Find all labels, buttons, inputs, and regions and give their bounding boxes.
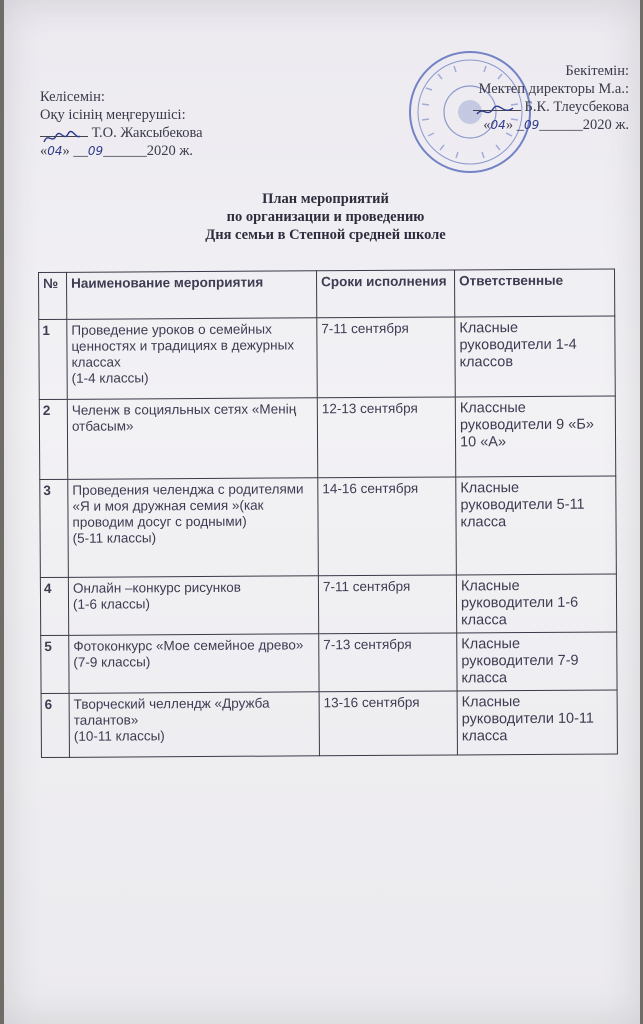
title-line-1: План мероприятий xyxy=(262,191,389,207)
signature-scribble xyxy=(40,136,88,137)
event-grades: (5-11 классы) xyxy=(72,530,157,546)
signature-scribble xyxy=(473,110,521,111)
date-year: 2020 ж. xyxy=(146,143,193,159)
table-row xyxy=(39,396,615,480)
event-name: Онлайн –конкурс рисунков xyxy=(72,579,242,596)
header-dates: Сроки исполнения xyxy=(316,270,454,318)
event-grades: (10-11 классы) xyxy=(73,728,165,744)
row-event xyxy=(68,478,319,578)
events-plan-table xyxy=(38,268,618,758)
agreement-signer-name: Т.О. Жаксыбекова xyxy=(91,125,203,141)
title-line-3: Дня семьи в Степной средней школе xyxy=(205,227,446,243)
row-responsible xyxy=(455,396,615,477)
row-responsible: Класные руководители 10-11 класса xyxy=(457,690,617,755)
approval-date: «04» _09______2020 ж. xyxy=(483,117,629,133)
date-day-handwritten: 04 xyxy=(47,144,63,158)
row-responsible: Класные руководители 1-6 класса xyxy=(456,574,616,633)
row-number: 4 xyxy=(40,577,68,635)
row-number: 2 xyxy=(39,399,67,479)
table-row xyxy=(41,690,617,758)
row-number: 3 xyxy=(40,479,69,577)
header-responsible: Ответственные xyxy=(454,269,614,317)
row-dates: 12-13 сентября xyxy=(317,397,455,478)
responsible-text: Классные руководители 9 «Б» xyxy=(459,400,594,434)
approval-signer-name: Б.К. Тлеусбекова xyxy=(524,99,629,115)
event-grades: (1-4 классы) xyxy=(71,370,149,386)
row-event xyxy=(67,318,317,400)
row-event xyxy=(69,692,319,758)
event-name: Фотоконкурс «Мое семейное древо» xyxy=(73,637,304,654)
row-dates: 7-11 сентября xyxy=(317,317,455,398)
event-name: Проведение уроков о семейных ценностях и традициях в дежурных классах xyxy=(71,321,295,370)
event-grades: (1-6 классы) xyxy=(72,596,150,612)
approval-position: Мектеп директоры М.а.: xyxy=(478,81,629,97)
agreement-block xyxy=(40,88,203,160)
header-number: № xyxy=(39,272,67,319)
approval-signature-line xyxy=(424,98,629,116)
row-dates: 7-13 сентября xyxy=(319,633,457,692)
row-dates: 7-11 сентября xyxy=(318,575,456,634)
row-number: 6 xyxy=(41,693,69,757)
date-year: 2020 ж. xyxy=(582,117,629,133)
row-responsible: Класные руководители 7-9 класса xyxy=(457,632,617,691)
agreement-date: «04» __09______2020 ж. xyxy=(40,143,193,159)
event-grades: (7-9 классы) xyxy=(73,654,151,670)
table-row xyxy=(40,476,617,578)
table-row xyxy=(41,632,617,694)
row-responsible: Класные руководители 1-4 классов xyxy=(455,316,615,397)
row-event xyxy=(69,634,319,694)
row-dates: 14-16 сентября xyxy=(318,477,457,576)
event-name: Челенж в социяльных сетях «Менің отбасым» xyxy=(71,401,297,434)
date-month-handwritten: 09 xyxy=(523,118,540,132)
row-event xyxy=(67,398,317,480)
event-name: Творческий челлендж «Дружба талантов» xyxy=(73,695,270,728)
approval-block xyxy=(424,62,629,134)
row-number: 1 xyxy=(39,319,67,399)
agreement-heading: Келісемін: xyxy=(40,89,105,105)
agreement-signature-line xyxy=(40,124,203,142)
date-month-handwritten: 09 xyxy=(87,144,104,158)
table-row xyxy=(39,316,615,400)
table-header-row xyxy=(39,269,615,320)
row-responsible: Класные руководители 5-11 класса xyxy=(456,476,617,575)
responsible-text-extra: 10 «А» xyxy=(460,434,507,451)
agreement-position: Оқу ісінің меңгерушісі: xyxy=(40,107,186,123)
title-line-2: по организации и проведению xyxy=(226,209,425,225)
header-event-name: Наименование мероприятия xyxy=(67,271,317,320)
table-row xyxy=(40,574,616,636)
row-event xyxy=(68,576,318,636)
event-name: Проведения челенджа с родителями «Я и моя дружная семия »(как проводим досуг с родными) xyxy=(72,481,304,530)
row-dates: 13-16 сентября xyxy=(319,691,457,756)
row-number: 5 xyxy=(41,635,69,693)
date-day-handwritten: 04 xyxy=(490,118,506,132)
approval-heading: Бекітемін: xyxy=(565,63,629,79)
document-page xyxy=(4,0,640,1024)
document-title xyxy=(4,190,643,244)
